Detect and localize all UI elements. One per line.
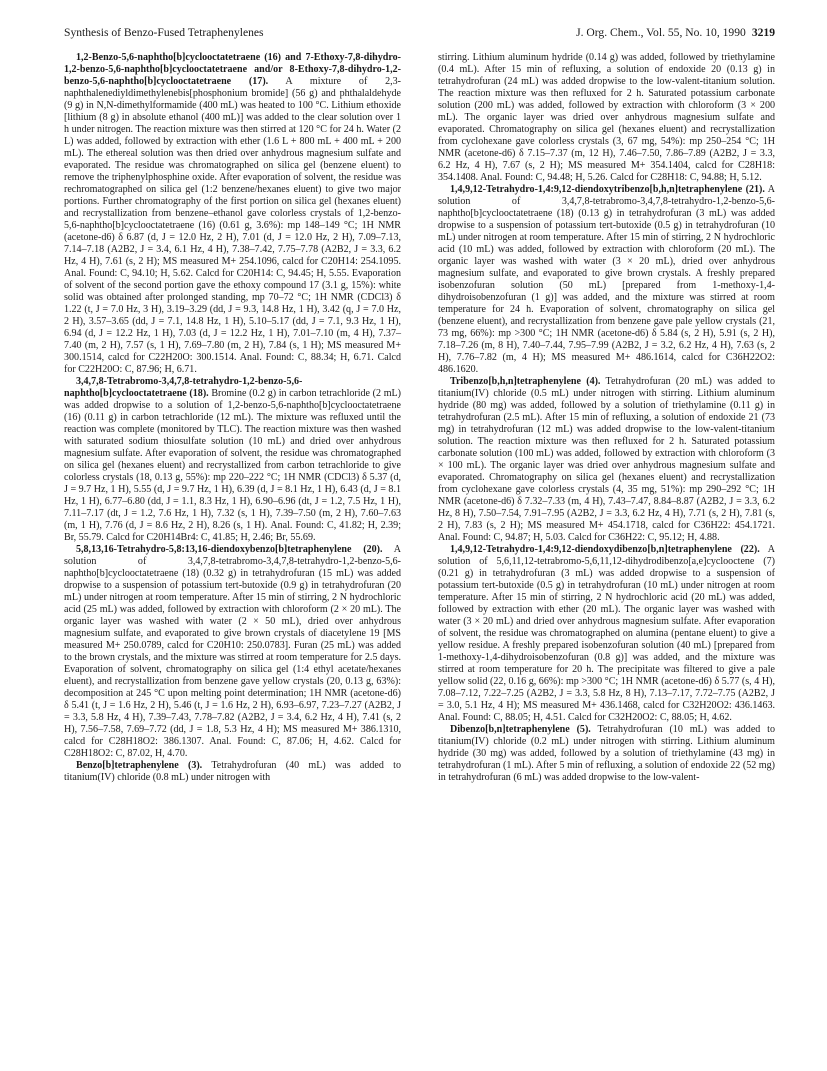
procedure-paragraph — [64, 376, 401, 544]
running-header — [64, 26, 775, 42]
procedure-paragraph — [438, 184, 775, 376]
running-title: Synthesis of Benzo-Fused Tetraphenylenes — [64, 26, 264, 39]
page-number: 3219 — [751, 26, 775, 39]
procedure-paragraph — [438, 724, 775, 784]
procedure-text: A mixture of 2,3-naphthalenediyldimethylenebis[phosphonium bromide] (56 g) and phthalaldehyde (9 g) in N,N-dimethylformamide (400 mL) was heated to 100 °C. Lithium ethoxide [lithium (8 g) in absolute ethanol (400 mL)] was added to the clear solution over 1 h under nitrogen. The reaction mixture was then stirred at 120 °C for 24 h. Water (2 L) was added, followed by extraction with ether (1.6 L + 800 mL + 400 mL + 200 mL). The ethereal solution was then dried over anhydrous magnesium sulfate and evaporated. The residue was chromatographed on silica gel (benzene eluent) to remove the triphenylphosphine oxide. After evaporation of solvent, the residue was rechromatographed on silica gel (1:2 benzene/hexanes eluent) to give two major portions. Further chromatography of the first portion on silica gel (hexanes eluent) and recrystallization from benzene–ethanol gave colorless crystals of 1,2-benzo-5,6-naphtho[b]cyclooctatetraene (16) (0.61 g, 3.6%): mp 148–149 °C; 1H NMR (acetone-d6) δ 6.87 (d, J = 12.0 Hz, 2 H), 7.01 (d, J = 12.0 Hz, 2 H), 7.09–7.13, 7.14–7.18 (A2B2, J = 3.4, 6.1 Hz, 4 H), 7.38–7.42, 7.75–7.78 (A2B2, J = 3.3, 6.2 Hz, 4 H), 7.61 (s, 2 H); MS measured M+ 254.1096, calcd for C20H14: 254.1095. Anal. Found: C, 94.10; H, 5.62. Calcd for C20H14: C, 94.45; H, 5.55. Evaporation of solvent of the second portion gave the ethoxy compound 17 (3.1 g, 15%): white solid was obtained after prolonged standing, mp 70–72 °C; 1H NMR (CDCl3) δ 1.22 (t, J = 7.0 Hz, 3 H), 3.19–3.29 (dd, J = 9.3, 14.8 Hz, 1 H), 3.42 (q, J = 7.0 Hz, 2 H), 3.57–3.65 (dd, J = 7.1, 14.8 Hz, 1 H), 5.10–5.17 (dd, J = 7.1, 9.3 Hz, 1 H), 6.94 (d, J = 12.2 Hz, 1 H), 7.03 (d, J = 12.2 Hz, 1 H), 7.01–7.10 (m, 4 H), 7.37–7.40 (m, 2 H), 7.57 (s, 1 H), 7.69–7.80 (m, 2 H), 7.84 (s, 1 H); MS measured M+ 300.1514, calcd for C22H20O: 300.1514. Anal. Found: C, 88.34; H, 6.71. Calcd for C22H20O: C, 87.96; H, 6.71. — [64, 76, 401, 375]
right-column — [438, 52, 775, 784]
journal-name: J. Org. Chem., Vol. 55, No. 10, 1990 — [576, 26, 746, 39]
compound-heading: 3,4,7,8-Tetrabromo-3,4,7,8-tetrahydro-1,2-benzo-5,6-naphtho[b]cyclooctatetraene (18). — [64, 376, 303, 399]
procedure-paragraph — [64, 544, 401, 760]
procedure-paragraph — [438, 544, 775, 724]
procedure-text: A solution of 3,4,7,8-tetrabromo-3,4,7,8-tetrahydro-1,2-benzo-5,6-naphtho[b]cyclooctatetraene (18) (0.32 g) in tetrahydrofuran (15 mL) was added dropwise to a suspension of potassium tert-butoxide (0.9 g) in tetrahydrofuran (20 mL) under nitrogen at room temperature. After 15 min of stirring, 2 N hydrochloric acid (25 mL) was added, followed by extraction with chloroform (2 × 20 mL). The organic layer was washed with water (2 × 50 mL), dried over anhydrous magnesium sulfate, and evaporated to give brown crystals of diacetylene 19 [MS measured M+ 250.0789, calcd for C20H10: 250.0783]. Furan (25 mL) was added to the brown crystals, and the mixture was stirred at room temperature for 2.5 days. Evaporation of solvent, chromatography on silica gel (1:4 ethyl acetate/hexanes eluent), and recrystallization from benzene gave yellow crystals (20, 0.13 g, 63%): decomposition at 245 °C upon melting point determination; 1H NMR (acetone-d6) δ 5.41 (t, J = 1.6 Hz, 2 H), 5.46 (t, J = 1.6 Hz, 2 H), 6.93–6.97, 7.23–7.27 (A2B2, J = 3.3, 5.8 Hz, 4 H), 7.39–7.43, 7.78–7.82 (A2B2, J = 3.4, 6.2 Hz, 4 H), 7.41 (s, 2 H), 7.56–7.58, 7.69–7.72 (dd, J = 1.8, 5.3 Hz, 4 H); MS measured M+ 386.1310, calcd for C28H18O2: 386.1307. Anal. Found: C, 87.06; H, 4.62. Calcd for C28H18O2: C, 87.02, H, 4.70. — [64, 544, 401, 759]
left-column — [64, 52, 401, 784]
procedure-text: Tetrahydrofuran (10 mL) was added to titanium(IV) chloride (0.2 mL) under nitrogen with stirring. Lithium aluminum hydride (30 mg) was added, followed by a solution of triethylamine (43 mg) in tetrahydrofuran (1 mL). After 5 min of refluxing, a solution of endoxide 22 (52 mg) in tetrahydrofuran (6 mL) was added dropwise to the low-valent- — [438, 724, 775, 783]
procedure-paragraph — [64, 52, 401, 376]
compound-heading: 1,2-Benzo-5,6-naphtho[b]cyclooctatetraene (16) and 7-Ethoxy-7,8-dihydro-1,2-benzo-5,6-naphtho[b]cyclooctatetraene and/or 8-Ethoxy-7,8-dihydro-1,2-benzo-5,6-naphtho[b]cyclooctatetraene (17). — [64, 52, 401, 87]
procedure-text: A solution of 5,6,11,12-tetrabromo-5,6,11,12-dihydrodibenzo[a,e]cyclooctene (7) (0.21 g) in tetrahydrofuran (3 mL) was added dropwise to a suspension of potassium tert-butoxide (0.5 g) in tetrahydrofuran (10 mL) under nitrogen at room temperature. After 15 min of stirring, 2 N hydrochloric acid (20 mL) was added, followed by extraction with ether (20 mL). The organic layer was washed with water (3 × 20 mL) and dried over anhydrous magnesium sulfate. After evaporation of solvent, the residue was chromatographed on alumina (pentane eluent) to give a yellow residue. A freshly prepared isobenzofuran solution (40 mL) [prepared from 1-methoxy-1,4-dihydroisobenzofuran (0.8 g)] was added, and the mixture was stirred at room temperature for 20 h. The precipitate was filtered to give a pale yellow solid (22, 0.16 g, 66%): mp >300 °C; 1H NMR (acetone-d6) δ 5.77 (s, 4 H), 7.08–7.12, 7.22–7.25 (A2B2, J = 3.3, 5.8 Hz, 8 H), 7.13–7.17, 7.72–7.75 (A2B2, J = 3.0, 5.1 Hz, 4 H); MS measured M+ 436.1468, calcd for C32H20O2: 436.1463. Anal. Found: C, 88.05; H, 4.51. Calcd for C32H20O2: C, 88.05; H, 4.62. — [438, 544, 775, 723]
journal-citation — [576, 26, 775, 39]
procedure-text: stirring. Lithium aluminum hydride (0.14 g) was added, followed by triethylamine (0.4 mL). After 15 min of refluxing, a solution of endoxide 20 (0.13 g) in tetrahydrofuran (24 mL) was added dropwise to the low-valent-titanium solution. The reaction mixture was then refluxed for 2 h. Saturated potassium carbonate solution (200 mL) was added, followed by extraction with chloroform (3 × 200 mL). The organic layer was dried over anhydrous magnesium sulfate and evaporated. Chromatography on silica gel (hexanes eluent) and recrystallization from cyclohexane gave colorless crystals (3, 67 mg, 54%): mp 250–254 °C; 1H NMR (acetone-d6) δ 7.15–7.37 (m, 12 H), 7.46–7.50, 7.86–7.89 (A2B2, J = 3.3, 6.2 Hz, 4 H), 7.67 (s, 2 H); MS measured M+ 354.1404, calcd for C28H18: 354.1408. Anal. Found: C, 94.48; H, 5.26. Calcd for C28H18: C, 94.88; H, 5.12. — [438, 52, 775, 183]
procedure-paragraph — [64, 760, 401, 784]
compound-heading: Dibenzo[b,n]tetraphenylene (5). — [450, 724, 591, 735]
compound-heading: 5,8,13,16-Tetrahydro-5,8:13,16-diendoxybenzo[b]tetraphenylene (20). — [76, 544, 383, 555]
compound-heading: Benzo[b]tetraphenylene (3). — [76, 760, 203, 771]
compound-heading: Tribenzo[b,h,n]tetraphenylene (4). — [450, 376, 601, 387]
compound-heading: 1,4,9,12-Tetrahydro-1,4:9,12-diendoxytribenzo[b,h,n]tetraphenylene (21). — [450, 184, 765, 195]
procedure-paragraph — [438, 52, 775, 184]
procedure-text: Tetrahydrofuran (40 mL) was added to titanium(IV) chloride (0.8 mL) under nitrogen with — [64, 760, 401, 783]
procedure-paragraph — [438, 376, 775, 544]
procedure-text: A solution of 3,4,7,8-tetrabromo-3,4,7,8-tetrahydro-1,2-benzo-5,6-naphtho[b]cyclooctatetraene (18) (0.13 g) in tetrahydrofuran (3 mL) was added dropwise to a suspension of potassium tert-butoxide (0.5 g) in tetrahydrofuran (10 mL) under nitrogen at room temperature. After 15 min of stirring, 2 N hydrochloric acid (10 mL) was added, followed by extraction with chloroform (20 mL). The organic layer was washed with water (3 × 20 mL), dried over anhydrous magnesium sulfate, and evaporated to give brown crystals. A freshly prepared isobenzofuran solution (50 mL) [prepared from 1-methoxy-1,4-dihydroisobenzofuran (1 g)] was added, and the mixture was stirred at room temperature for 24 h. Evaporation of solvent, chromatography on silica gel (benzene eluent), and recrystallization from benzene gave pale yellow crystals (21, 73 mg, 66%): mp >300 °C; 1H NMR (acetone-d6) δ 5.84 (s, 2 H), 5.91 (s, 2 H), 7.18–7.26 (m, 8 H), 7.40–7.44, 7.95–7.99 (A2B2, J = 3.2, 6.2 Hz, 4 H), 7.63 (s, 2 H), 7.76–7.82 (m, 4 H); MS measured M+ 486.1614, calcd for C36H22O2: 486.1620. — [438, 184, 775, 375]
procedure-text: Bromine (0.2 g) in carbon tetrachloride (2 mL) was added dropwise to a solution of 1,2-benzo-5,6-naphtho[b]cyclooctatetraene (16) (0.11 g) in carbon tetrachloride (12 mL). The mixture was refluxed until the reaction was complete (monitored by TLC). The reaction mixture was then washed with saturated sodium thiosulfate solution (10 mL) and dried over anhydrous magnesium sulfate. After evaporation of solvent, the residue was chromatographed on silica gel (hexanes eluent) and recrystallized from carbon tetrachloride to give colorless crystals (18, 0.13 g, 55%): mp 220–222 °C; 1H NMR (CDCl3) δ 5.37 (d, J = 9.7 Hz, 1 H), 5.55 (d, J = 9.7 Hz, 1 H), 6.39 (d, J = 8.1 Hz, 1 H), 6.43 (d, J = 8.1 Hz, 1 H), 6.77–6.80 (dd, J = 1.1, 8.3 Hz, 1 H), 6.90–6.96 (dt, J = 1.2, 7.5 Hz, 1 H), 7.11–7.17 (dt, J = 1.2, 7.6 Hz, 1 H), 7.32 (s, 1 H), 7.39–7.50 (m, 2 H), 7.60–7.63 (m, 1 H), 7.76 (d, J = 8.6 Hz, 2 H), 8.26 (s, 1 H). Anal. Found: C, 41.82; H, 2.39; Br, 55.79. Calcd for C20H14Br4: C, 41.85; H, 2.46; Br, 55.69. — [64, 388, 401, 543]
procedure-text: Tetrahydrofuran (20 mL) was added to titanium(IV) chloride (0.5 mL) under nitrogen with stirring. Lithium aluminum hydride (80 mg) was added, followed by a solution of triethylamine (0.11 g) in tetrahydrofuran (2.5 mL). After 15 min of refluxing, a solution of endoxide 21 (73 mg) in tetrahydrofuran (12 mL) was added dropwise to the low-valent-titanium solution. The reaction mixture was then refluxed for 2 h. Saturated potassium carbonate solution (100 mL) was added, followed by extraction with chloroform (3 × 100 mL). The organic layer was dried over anhydrous magnesium sulfate and evaporated. Chromatography on silica gel (hexanes eluent) and recrystallization from cyclohexane gave colorless crystals (4, 35 mg, 51%): mp 290–292 °C; 1H NMR (acetone-d6) δ 7.32–7.33 (m, 4 H), 7.43–7.47, 8.84–8.87 (A2B2, J = 3.3, 6.2 Hz, 8 H), 7.50–7.54, 7.91–7.95 (A2B2, J = 3.3, 6.2 Hz, 4 H), 7.71 (s, 2 H), 7.81 (s, 2 H), 7.83 (s, 2 H); MS measured M+ 454.1718, calcd for C36H22: 454.1721. Anal. Found: C, 94.87; H, 5.03. Calcd for C36H22: C, 95.12; H, 4.88. — [438, 376, 775, 543]
compound-heading: 1,4,9,12-Tetrahydro-1,4:9,12-diendoxydibenzo[b,n]tetraphenylene (22). — [450, 544, 760, 555]
